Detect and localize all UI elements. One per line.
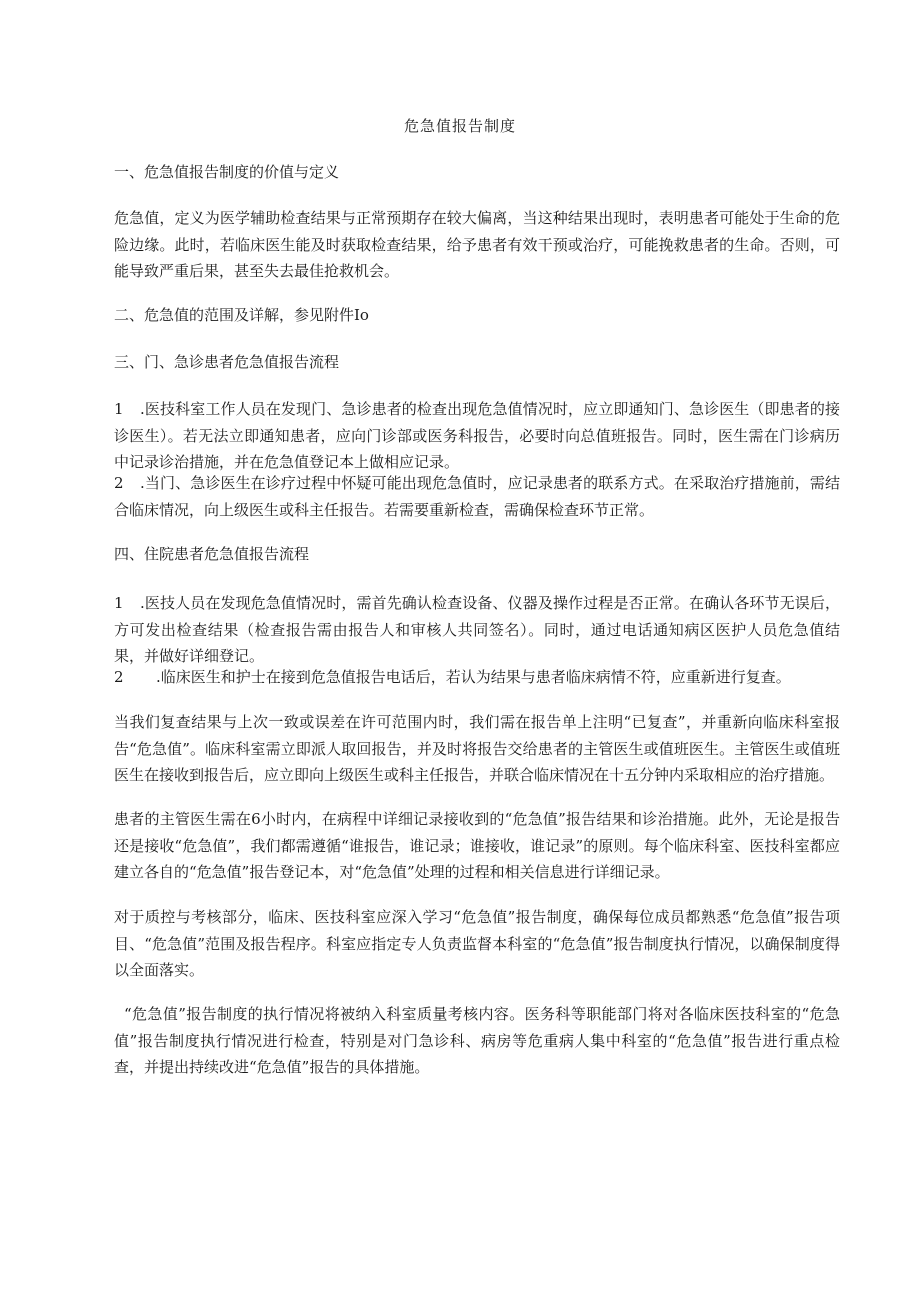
paragraph-assessment bbox=[114, 1001, 840, 1081]
section3-item-1-text: .医技科室工作人员在发现门、急诊患者的检查出现危急值情况时，应立即通知门、急诊医生（即患者的接诊医生）。若无法立即通知患者，应向门诊部或医务科报告，必要时向总值班报告。同时，医生需在门诊病历中记录诊治措施，并在危急值登记本上做相应记录。 bbox=[114, 400, 840, 471]
paragraph-recheck-text: 当我们复查结果与上次一致或误差在许可范围内时，我们需在报告单上注明“已复查”，并重新向临床科室报告“危急值”。临床科室需立即派人取回报告，并及时将报告交给患者的主管医生或值班医生。主管医生或值班医生在接收到报告后，应立即向上级医生或科主任报告，并联合临床情况在十五分钟内采取相应的治疗措施。 bbox=[114, 713, 840, 784]
paragraph-attending-doctor-text: 患者的主管医生需在6小时内，在病程中详细记录接收到的“危急值”报告结果和诊治措施。此外，无论是报告还是接收“危急值”，我们都需遵循“谁报告，谁记录；谁接收，谁记录”的原则。每个临床科室、医技科室都应建立各自的“危急值”报告登记本，对“危急值”处理的过程和相关信息进行详细记录。 bbox=[114, 810, 840, 881]
section1-paragraph bbox=[114, 205, 840, 285]
section3-heading: 三、门、急诊患者危急值报告流程 bbox=[114, 353, 340, 371]
section4-item-1-number: 1 bbox=[114, 594, 124, 612]
paragraph-assessment-text: “危急值”报告制度的执行情况将被纳入科室质量考核内容。医务科等职能部门将对各临床医技科室的“危急值”报告制度执行情况进行检查，特别是对门急诊科、病房等危重病人集中科室的“危急值”报告进行重点检查，并提出持续改进“危急值”报告的具体措施。 bbox=[114, 1005, 840, 1076]
section4-item-2-text: .临床医生和护士在接到危急值报告电话后，若认为结果与患者临床病情不符，应重新进行复查。 bbox=[156, 668, 791, 686]
section3-item-2-number: 2 bbox=[114, 474, 124, 492]
paragraph-quality-control bbox=[114, 904, 840, 984]
section4-item-2-number: 2 bbox=[114, 668, 124, 686]
paragraph-recheck bbox=[114, 709, 840, 789]
section3-item-2-text: .当门、急诊医生在诊疗过程中怀疑可能出现危急值时，应记录患者的联系方式。在采取治疗措施前，需结合临床情况，向上级医生或科主任报告。若需要重新检查，需确保检查环节正常。 bbox=[114, 474, 840, 519]
section1-paragraph-text: 危急值，定义为医学辅助检查结果与正常预期存在较大偏离，当这种结果出现时，表明患者可能处于生命的危险边缘。此时，若临床医生能及时获取检查结果，给予患者有效干预或治疗，可能挽救患者的生命。否则，可能导致严重后果，甚至失去最佳抢救机会。 bbox=[114, 209, 840, 280]
section2-heading: 二、危急值的范围及详解，参见附件Io bbox=[114, 306, 369, 324]
section1-heading: 一、危急值报告制度的价值与定义 bbox=[114, 163, 340, 181]
section3-item-1-number: 1 bbox=[114, 400, 124, 418]
paragraph-attending-doctor bbox=[114, 806, 840, 886]
section3-item-1 bbox=[114, 396, 840, 476]
paragraph-quality-control-text: 对于质控与考核部分，临床、医技科室应深入学习“危急值”报告制度，确保每位成员都熟悉“危急值”报告项目、“危急值”范围及报告程序。科室应指定专人负责监督本科室的“危急值”报告制度执行情况，以确保制度得以全面落实。 bbox=[114, 908, 840, 979]
section4-item-1 bbox=[114, 590, 840, 670]
section4-item-1-text: .医技人员在发现危急值情况时，需首先确认检查设备、仪器及操作过程是否正常。在确认各环节无误后，方可发出检查结果（检查报告需由报告人和审核人共同签名）。同时，通过电话通知病区医护人员危急值结果，并做好详细登记。 bbox=[114, 594, 840, 665]
section3-item-2 bbox=[114, 470, 840, 523]
section4-heading: 四、住院患者危急值报告流程 bbox=[114, 545, 310, 563]
section4-item-2 bbox=[114, 664, 840, 691]
document-title: 危急值报告制度 bbox=[403, 117, 516, 135]
